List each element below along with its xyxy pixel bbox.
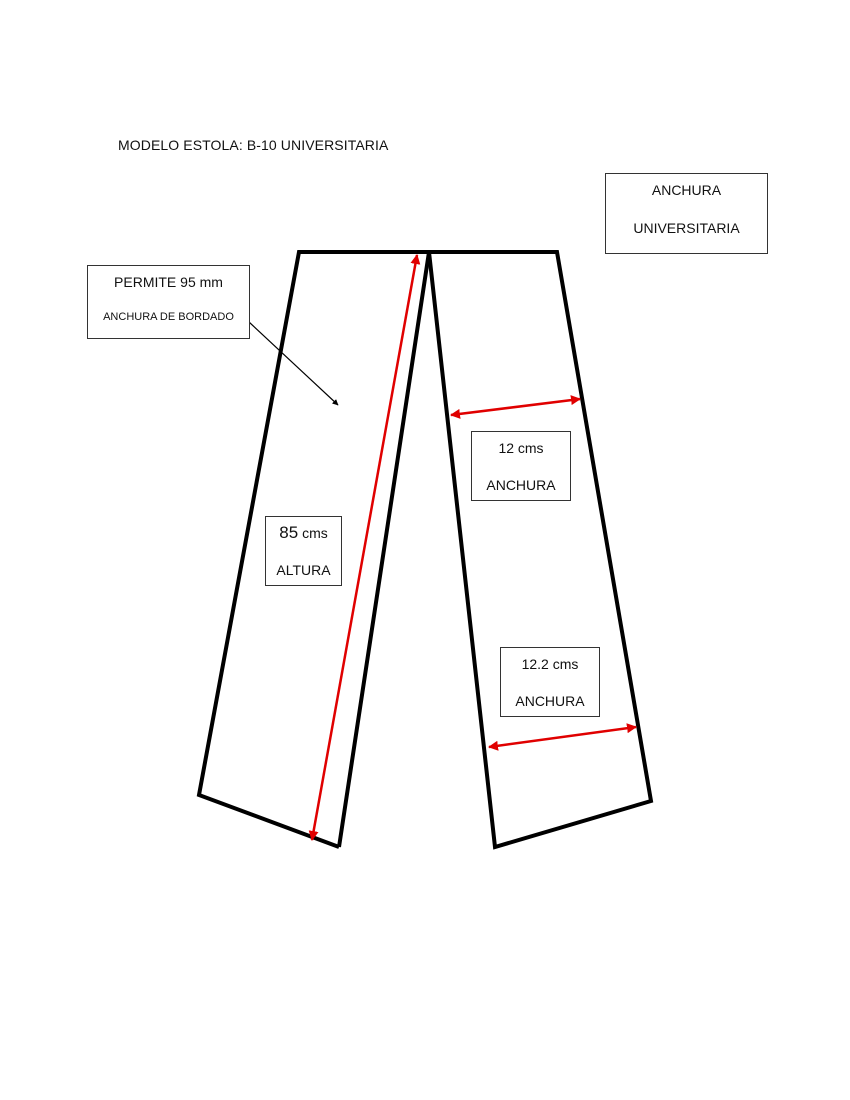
stole-outline-right <box>429 252 651 847</box>
page-title: MODELO ESTOLA: B-10 UNIVERSITARIA <box>118 137 389 153</box>
embroidery-note-line2: ANCHURA DE BORDADO <box>103 311 234 323</box>
height-value: 85 <box>279 523 299 542</box>
university-width-line2: UNIVERSITARIA <box>633 220 740 236</box>
width-top-box <box>471 431 571 501</box>
height-label: ALTURA <box>276 562 331 578</box>
width-top-label: ANCHURA <box>486 477 556 493</box>
embroidery-pointer-arrow <box>249 322 338 405</box>
height-unit: cms <box>302 525 328 541</box>
width-bottom-box <box>500 647 600 717</box>
height-value-line <box>266 523 341 543</box>
width-bottom-dimension-arrow <box>489 727 636 747</box>
university-width-box <box>605 173 768 254</box>
university-width-line1: ANCHURA <box>651 182 722 198</box>
embroidery-note-box <box>87 265 250 339</box>
width-bottom-label: ANCHURA <box>515 693 585 709</box>
width-bottom-value: 12.2 cms <box>521 656 579 672</box>
width-top-value: 12 cms <box>498 440 544 456</box>
height-box <box>265 516 342 586</box>
embroidery-note-line1: PERMITE 95 mm <box>114 274 223 290</box>
width-top-dimension-arrow <box>451 399 580 415</box>
